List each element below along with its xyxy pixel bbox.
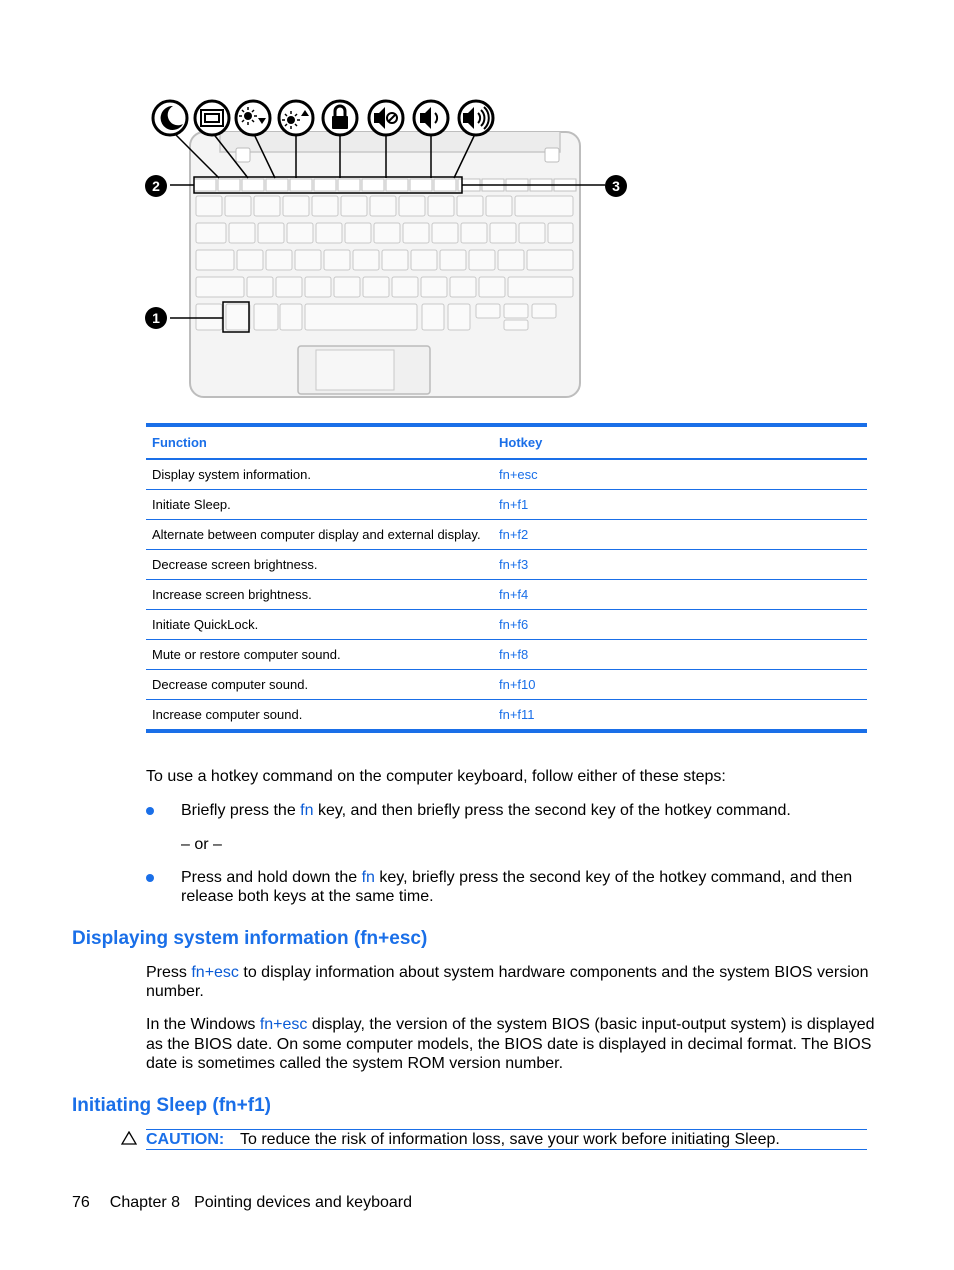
hotkey-cell: fn+f10 <box>493 670 867 700</box>
svg-text:3: 3 <box>612 178 620 194</box>
bullet-icon <box>146 807 154 815</box>
bullet-item-1: Briefly press the fn key, and then briefly press the second key of the hotkey command. <box>181 802 791 819</box>
hotkey-cell: fn+f8 <box>493 640 867 670</box>
bullet-item-2-line-2: release both keys at the same time. <box>181 888 434 905</box>
chapter-label: Chapter 8 <box>109 1194 181 1211</box>
table-row <box>146 490 867 520</box>
callout-3 <box>605 175 627 197</box>
table-header-row <box>146 425 867 459</box>
bullet-item-2: Press and hold down the fn key, briefly press the second key of the hotkey command, and then <box>181 869 853 886</box>
hotkey-cell: fn+f1 <box>493 490 867 520</box>
table-row <box>146 610 867 640</box>
table-row <box>146 700 867 732</box>
bullet-icon <box>146 874 154 882</box>
section1-paragraph-2: In the Windows fn+esc display, the version of the system BIOS (basic input-output system) is displayed <box>146 1016 875 1033</box>
hotkey-cell: fn+f2 <box>493 520 867 550</box>
section1-paragraph-1-line-2: number. <box>146 983 204 1000</box>
function-cell: Mute or restore computer sound. <box>146 640 493 670</box>
function-cell: Initiate Sleep. <box>146 490 493 520</box>
table-row <box>146 670 867 700</box>
chapter-title: Pointing devices and keyboard <box>194 1194 412 1211</box>
or-separator: – or – <box>181 836 222 853</box>
function-cell: Display system information. <box>146 459 493 490</box>
svg-text:2: 2 <box>152 178 160 194</box>
function-cell: Increase computer sound. <box>152 707 303 722</box>
intro-paragraph: To use a hotkey command on the computer keyboard, follow either of these steps: <box>146 768 726 785</box>
fn-key-text: fn <box>300 802 314 819</box>
table-row <box>146 520 867 550</box>
function-cell: Initiate QuickLock. <box>146 610 493 640</box>
hotkey-cell: fn+esc <box>493 459 867 490</box>
section1-paragraph-1: Press fn+esc to display information about system hardware components and the system BIOS version <box>146 964 869 981</box>
function-cell: Increase screen brightness. <box>146 580 493 610</box>
caution-triangle-icon <box>121 1131 137 1145</box>
keyboard-figure <box>140 92 640 402</box>
table-row <box>146 459 867 490</box>
hotkey-cell: fn+f6 <box>493 610 867 640</box>
table-row <box>146 580 867 610</box>
section-heading-system-info: Displaying system information (fn+esc) <box>72 928 428 949</box>
section1-paragraph-2-line-2: as the BIOS date. On some computer models, the BIOS date is displayed in decimal format. The BIOS <box>146 1036 872 1053</box>
caution-note <box>146 1129 867 1150</box>
section1-paragraph-2-line-3: date is sometimes called the system ROM version number. <box>146 1055 564 1072</box>
caution-text: To reduce the risk of information loss, save your work before initiating Sleep. <box>240 1131 780 1148</box>
page-number: 76 <box>72 1194 90 1211</box>
table-row <box>146 550 867 580</box>
function-column-header: Function <box>146 425 493 459</box>
function-cell: Decrease screen brightness. <box>146 550 493 580</box>
hotkey-cell: fn+f3 <box>493 550 867 580</box>
hotkey-cell: fn+f4 <box>493 580 867 610</box>
caution-label: CAUTION: <box>146 1131 225 1148</box>
section-heading-sleep: Initiating Sleep (fn+f1) <box>72 1095 271 1116</box>
page-footer <box>72 1193 412 1213</box>
function-cell: Alternate between computer display and external display. <box>146 520 493 550</box>
fn-key-text: fn <box>361 869 375 886</box>
hotkey-column-header: Hotkey <box>493 425 867 459</box>
callout-1 <box>145 307 167 329</box>
hotkey-cell: fn+f11 <box>499 707 535 722</box>
callout-2 <box>145 175 167 197</box>
table-row <box>146 640 867 670</box>
svg-text:1: 1 <box>152 310 160 326</box>
function-cell: Decrease computer sound. <box>146 670 493 700</box>
hotkey-table <box>146 423 867 733</box>
